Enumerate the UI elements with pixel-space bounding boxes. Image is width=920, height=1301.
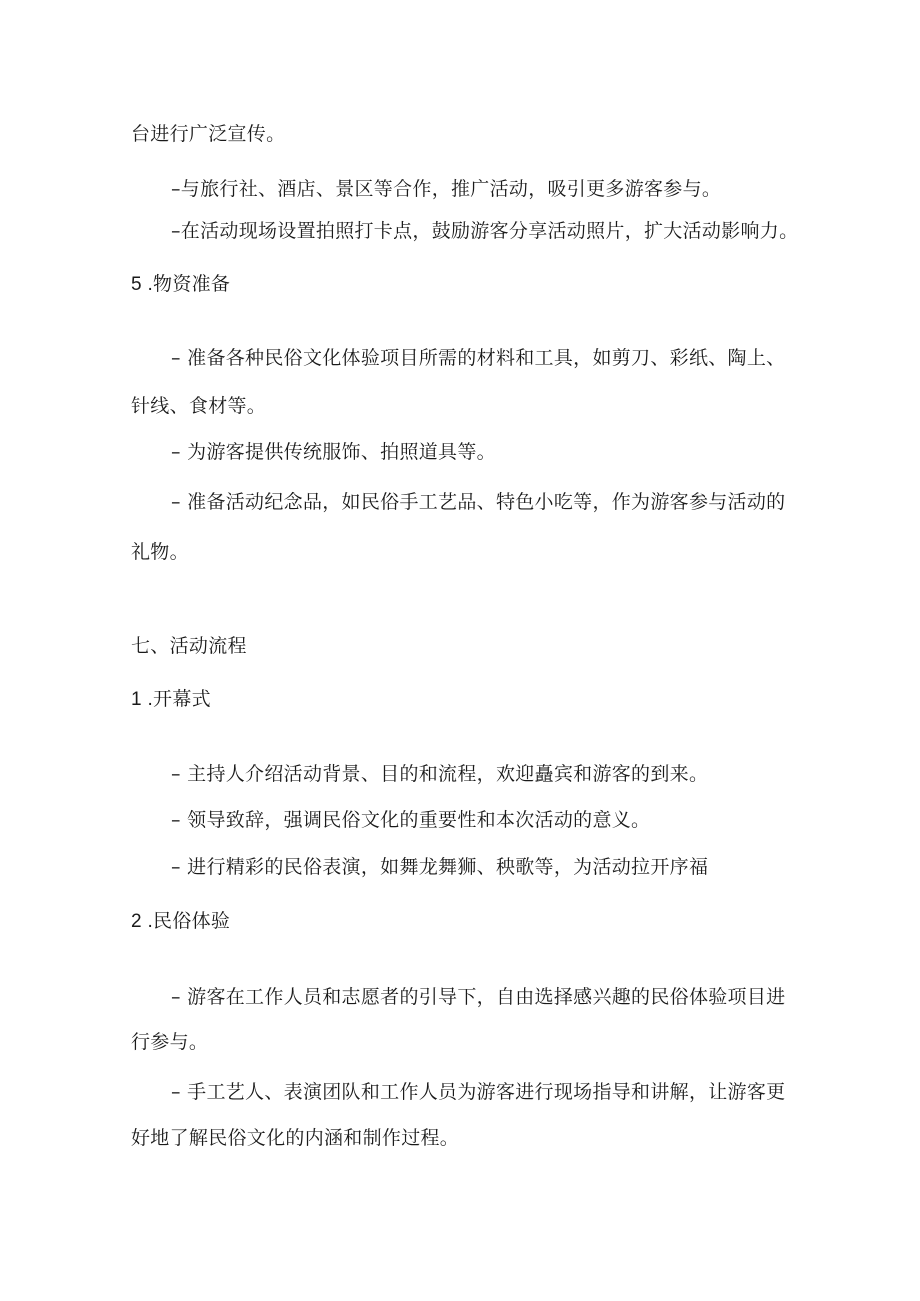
bullet-item: – 为游客提供传统服饰、拍照道具等。 bbox=[171, 441, 496, 463]
bullet-item: – 手工艺人、表演团队和工作人员为游客进行现场指导和讲解，让游客更 bbox=[171, 1081, 786, 1103]
bullet-item: –与旅行社、酒店、景区等合作，推广活动，吸引更多游客参与。 bbox=[171, 178, 722, 200]
text-line: 台进行广泛宣传。 bbox=[131, 123, 286, 145]
text-line: 礼物。 bbox=[131, 541, 189, 563]
section-heading: 七、活动流程 bbox=[131, 635, 247, 657]
bullet-item: – 领导致辞，强调民俗文化的重要性和本次活动的意义。 bbox=[171, 809, 651, 831]
section-heading: 5 .物资准备 bbox=[131, 274, 231, 295]
bullet-item: – 主持人介绍活动背景、目的和流程，欢迎矗宾和游客的到来。 bbox=[171, 763, 709, 785]
bullet-item: – 游客在工作人员和志愿者的引导下，自由选择感兴趣的民俗体验项目进 bbox=[171, 986, 786, 1008]
text-line: 行参与。 bbox=[131, 1031, 209, 1053]
bullet-item: – 准备各种民俗文化体验项目所需的材料和工具，如剪刀、彩纸、陶上、 bbox=[171, 347, 786, 369]
section-heading: 1 .开幕式 bbox=[131, 689, 211, 710]
bullet-item: –在活动现场设置拍照打卡点，鼓励游客分享活动照片，扩大活动影响力。 bbox=[171, 220, 799, 242]
bullet-item: – 进行精彩的民俗表演，如舞龙舞狮、秧歌等，为活动拉开序福 bbox=[171, 856, 709, 878]
section-heading: 2 .民俗体验 bbox=[131, 911, 231, 932]
text-line: 针线、食材等。 bbox=[131, 395, 267, 417]
bullet-item: – 准备活动纪念品，如民俗手工艺品、特色小吃等，作为游客参与活动的 bbox=[171, 491, 786, 513]
text-line: 好地了解民俗文化的内涵和制作过程。 bbox=[131, 1127, 460, 1149]
